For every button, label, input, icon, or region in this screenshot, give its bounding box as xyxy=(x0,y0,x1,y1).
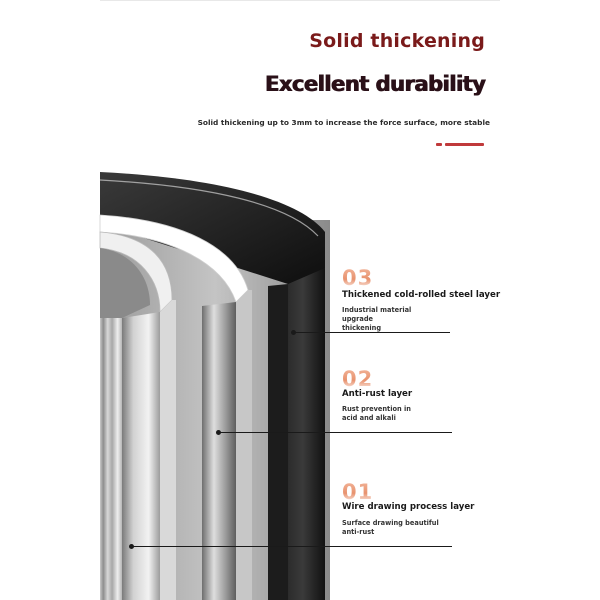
layer-title-steel: Thickened cold-rolled steel layer xyxy=(342,290,501,300)
layer-title-rust: Anti-rust layer xyxy=(342,389,413,399)
headline: Excellent durability xyxy=(264,72,485,96)
leader-line-steel xyxy=(295,332,450,333)
layer-desc-rust: Rust prevention in acid and alkali xyxy=(342,405,411,422)
page-title: Solid thickening xyxy=(309,30,485,52)
layer-title-wire: Wire drawing process layer xyxy=(342,502,475,512)
leader-line-rust xyxy=(220,432,452,433)
layer-number-01: 01 xyxy=(342,480,374,504)
layer-number-03: 03 xyxy=(342,266,374,290)
rust-layer-wall xyxy=(202,302,236,600)
subtitle: Solid thickening up to 3mm to increase the force surface, more stable xyxy=(197,118,490,127)
wire-layer-wall xyxy=(122,312,160,600)
layer-desc-wire: Surface drawing beautiful anti-rust xyxy=(342,519,439,536)
layer-desc-steel: Industrial material upgrade thickening xyxy=(342,306,412,332)
steel-layer-wall xyxy=(288,268,325,600)
layer-number-02: 02 xyxy=(342,367,374,391)
leader-line-wire xyxy=(133,546,452,547)
